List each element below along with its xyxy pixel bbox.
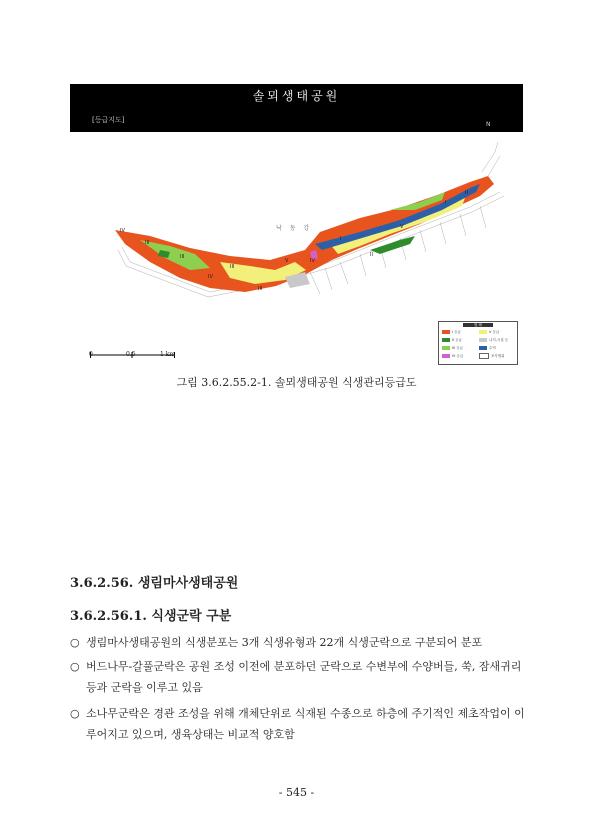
zone-label: IV bbox=[310, 258, 315, 264]
zone-label: I bbox=[340, 236, 342, 242]
zone-label: III bbox=[230, 264, 235, 270]
legend-label: IV 등급 bbox=[452, 353, 464, 358]
legend-item bbox=[479, 345, 515, 351]
north-mark: N bbox=[486, 121, 491, 128]
legend-item bbox=[442, 329, 478, 335]
river-label: 낙 동 강 bbox=[276, 225, 313, 232]
zone-label: II bbox=[370, 252, 373, 258]
legend-label: V 등급 bbox=[489, 329, 500, 334]
section-heading: 3.6.2.56. 생림마사생태공원 bbox=[70, 576, 239, 591]
legend-label: III 등급 bbox=[452, 345, 463, 350]
map-title: 솔뫼생태공원 bbox=[252, 89, 341, 103]
zone-label: III bbox=[180, 254, 185, 260]
scale-bar bbox=[90, 352, 180, 366]
map-subtitle: [등급지도] bbox=[92, 116, 125, 124]
legend-title: 범 례 bbox=[463, 323, 493, 327]
bullet-item bbox=[70, 703, 530, 745]
legend-item bbox=[442, 353, 478, 359]
bullet-text: 버드나무-갈풀군락은 공원 조성 이전에 분포하던 군락으로 수변부에 수양버들, 쑥, 잠새귀리 등과 군락을 이루고 있음 bbox=[86, 660, 522, 694]
legend-label: 수역 bbox=[489, 345, 496, 350]
zone-label: III bbox=[258, 286, 263, 292]
bullet-mark: ○ bbox=[70, 636, 80, 649]
legend-label: II 등급 bbox=[452, 337, 462, 342]
legend-label: I 등급 bbox=[452, 329, 461, 334]
bullet-item bbox=[70, 632, 530, 653]
scale-label: 1 km bbox=[160, 351, 176, 358]
legend-label: 조사범위 bbox=[491, 353, 505, 358]
bullet-mark: ○ bbox=[70, 660, 80, 673]
legend-item bbox=[442, 337, 478, 343]
page-number: - 545 - bbox=[278, 786, 315, 799]
bullet-text: 소나무군락은 경관 조성을 위해 개체단위로 식재된 수종으로 하층에 주기적인 제초작업이 이루어지고 있으며, 생육상태는 비교적 양호함 bbox=[86, 707, 525, 741]
legend-item bbox=[479, 329, 515, 335]
bullet-text: 생림마사생태공원의 식생분포는 3개 식생유형과 22개 식생군락으로 구분되어 분포 bbox=[86, 636, 483, 649]
zone-label: I bbox=[445, 200, 447, 206]
zone-label: V bbox=[285, 258, 289, 264]
bullet-mark: ○ bbox=[70, 707, 80, 720]
scale-label: 0.5 bbox=[126, 351, 136, 358]
bullet-item bbox=[70, 656, 530, 698]
map-legend bbox=[438, 321, 518, 365]
legend-label: 나지,시설 등 bbox=[489, 337, 509, 342]
figure-caption: 그림 3.6.2.55.2-1. 솔뫼생태공원 식생관리등급도 bbox=[176, 376, 417, 389]
subsection-heading: 3.6.2.56.1. 식생군락 구분 bbox=[70, 609, 232, 624]
zone-label: V bbox=[400, 224, 404, 230]
legend-item bbox=[442, 345, 478, 351]
zone-label: III bbox=[145, 240, 150, 246]
legend-item bbox=[479, 337, 515, 343]
zone-label: II bbox=[465, 190, 468, 196]
legend-item bbox=[479, 353, 515, 359]
zone-label: IV bbox=[120, 228, 125, 234]
zone-label: IV bbox=[208, 274, 213, 280]
scale-label: 0 bbox=[89, 351, 93, 358]
